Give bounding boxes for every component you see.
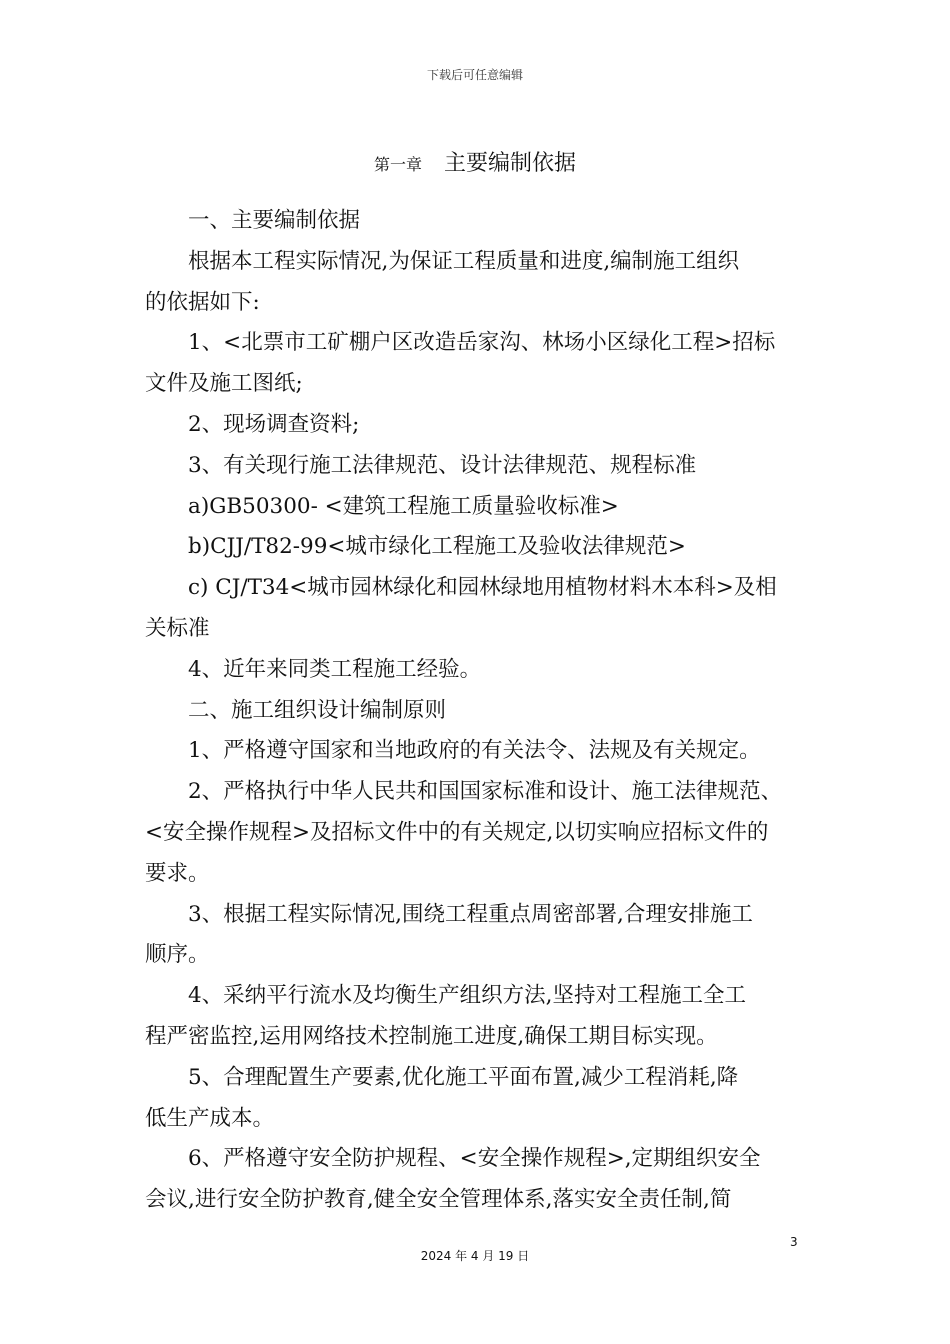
text-line: a)GB50300- <建筑工程施工质量验收标准>	[188, 493, 619, 519]
text-line: 会议,进行安全防护教育,健全安全管理体系,落实安全责任制,简	[145, 1187, 732, 1213]
text-line: 2、现场调查资料;	[188, 411, 360, 437]
text-line: 1、<北票市工矿棚户区改造岳家沟、林场小区绿化工程>招标	[188, 330, 776, 356]
text-line: 文件及施工图纸;	[145, 371, 303, 397]
text-line: c) CJ/T34<城市园林绿化和园林绿地用植物材料木本科>及相	[188, 575, 777, 601]
text-line: b)CJJ/T82-99<城市绿化工程施工及验收法律规范>	[188, 534, 686, 560]
text-line: 顺序。	[145, 942, 210, 968]
text-line: 5、合理配置生产要素,优化施工平面布置,减少工程消耗,降	[188, 1064, 739, 1090]
text-line: 一、主要编制依据	[188, 208, 361, 233]
text-line: 3、根据工程实际情况,围绕工程重点周密部署,合理安排施工	[188, 901, 753, 927]
text-line: 2、严格执行中华人民共和国国家标准和设计、施工法律规范、	[188, 779, 783, 805]
text-line: 3、有关现行施工法律规范、设计法律规范、规程标准	[188, 452, 697, 478]
chapter-heading	[0, 146, 950, 177]
text-line: 程严密监控,运用网络技术控制施工进度,确保工期目标实现。	[145, 1023, 718, 1049]
text-line: <安全操作规程>及招标文件中的有关规定,以切实响应招标文件的	[145, 819, 769, 845]
text-line: 要求。	[145, 860, 210, 886]
page-number: 3	[790, 1235, 798, 1249]
text-line: 二、施工组织设计编制原则	[188, 697, 447, 723]
page-header: 下载后可任意编辑	[426, 68, 523, 82]
text-line: 关标准	[145, 615, 210, 641]
text-line: 低生产成本。	[145, 1105, 275, 1131]
text-line: 4、采纳平行流水及均衡生产组织方法,坚持对工程施工全工	[188, 983, 747, 1009]
chapter-number: 第一章	[373, 155, 422, 174]
text-line: 4、近年来同类工程施工经验。	[188, 656, 482, 682]
chapter-title: 主要编制依据	[444, 151, 577, 176]
text-line: 根据本工程实际情况,为保证工程质量和进度,编制施工组织	[188, 248, 740, 274]
text-line: 的依据如下:	[145, 289, 260, 315]
text-line: 6、严格遵守安全防护规程、<安全操作规程>,定期组织安全	[188, 1146, 761, 1172]
body-text	[145, 201, 810, 1221]
text-line: 1、严格遵守国家和当地政府的有关法令、法规及有关规定。	[188, 738, 761, 764]
page-footer-date: 2024 年 4 月 19 日	[420, 1249, 530, 1263]
